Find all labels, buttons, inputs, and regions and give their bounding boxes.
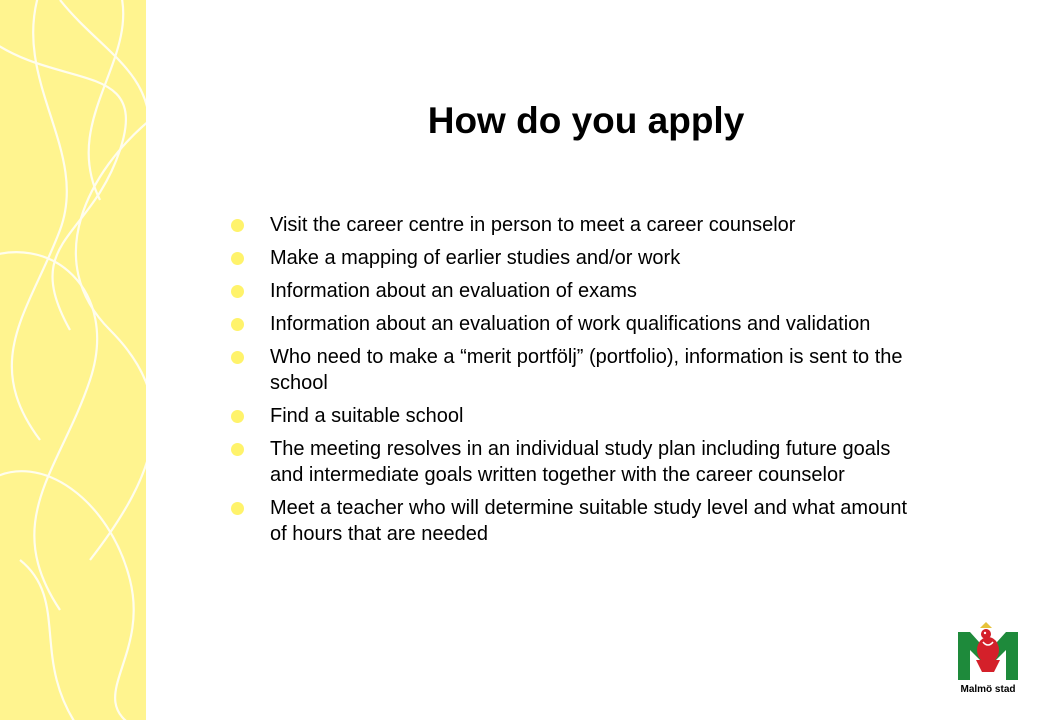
list-item-text: The meeting resolves in an individual study plan including future goals and intermediate goals written together with the career counselor xyxy=(270,438,891,486)
slide-title: How do you apply xyxy=(427,100,745,141)
bullet-list xyxy=(228,212,928,554)
bullet-dot-icon xyxy=(231,502,244,515)
list-item xyxy=(228,278,928,304)
list-item-text: Who need to make a “merit portfölj” (portfolio), information is sent to the school xyxy=(270,346,903,394)
list-item xyxy=(228,403,928,429)
malmo-stad-logo xyxy=(956,620,1020,704)
bullet-dot-icon xyxy=(231,219,244,232)
list-item-text: Information about an evaluation of exams xyxy=(270,280,637,302)
list-item xyxy=(228,311,928,337)
malmo-city-logo-icon xyxy=(956,620,1020,682)
list-item xyxy=(228,495,928,547)
list-item-text: Find a suitable school xyxy=(270,405,464,427)
bullet-dot-icon xyxy=(231,351,244,364)
logo-caption: Malmö stad xyxy=(960,684,1016,695)
list-item-text: Make a mapping of earlier studies and/or work xyxy=(270,247,681,269)
decorative-side-panel xyxy=(0,0,146,720)
bullet-dot-icon xyxy=(231,285,244,298)
list-item-text: Meet a teacher who will determine suitable study level and what amount of hours that are needed xyxy=(270,497,908,545)
list-item-text: Information about an evaluation of work qualifications and validation xyxy=(270,313,871,335)
list-item xyxy=(228,344,928,396)
list-item xyxy=(228,212,928,238)
list-item xyxy=(228,436,928,488)
bullet-dot-icon xyxy=(231,410,244,423)
bullet-dot-icon xyxy=(231,318,244,331)
list-item-text: Visit the career centre in person to meet a career counselor xyxy=(270,214,796,236)
bullet-dot-icon xyxy=(231,443,244,456)
list-item xyxy=(228,245,928,271)
decorative-curves xyxy=(0,0,146,720)
bullet-dot-icon xyxy=(231,252,244,265)
